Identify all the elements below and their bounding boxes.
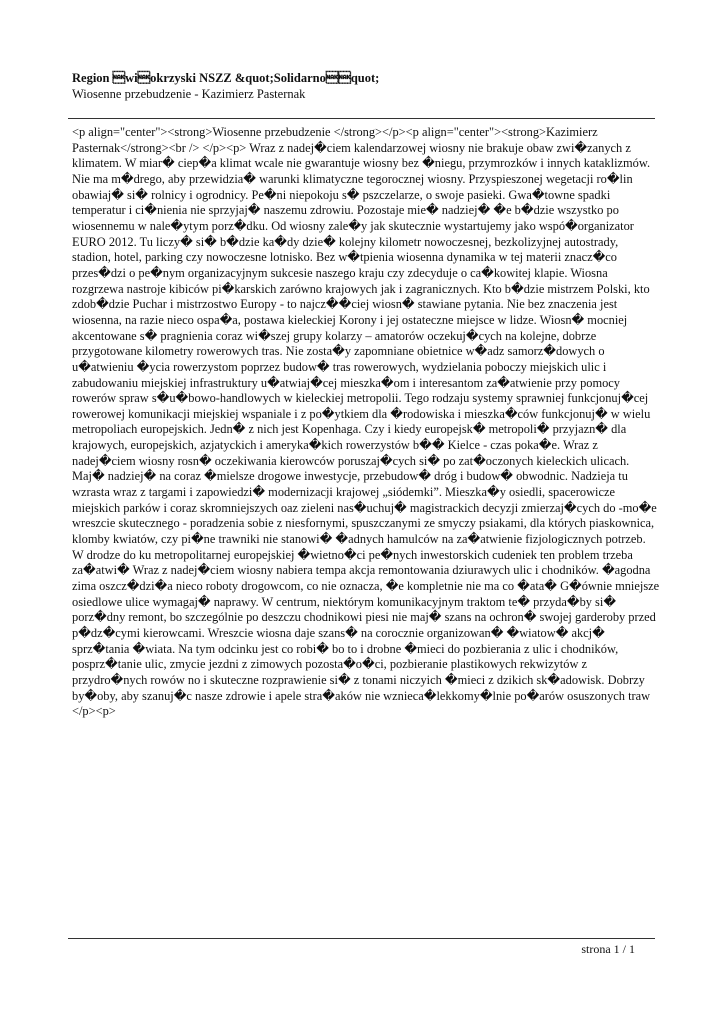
page-number: strona 1 / 1: [581, 942, 635, 956]
article-body: [72, 125, 660, 720]
document-header: [72, 70, 657, 102]
document-title: Region wiokrzyski NSZZ &quot;Solidarnoquot;: [72, 71, 380, 85]
footer-divider: [68, 938, 655, 939]
header-divider: [68, 118, 655, 119]
article-text: <p align="center"><strong>Wiosenne przebudzenie </strong></p><p align="center"><strong>Kazimierz Pasternak</strong><br /> </p><p> Wraz z nadej�ciem kalendarzowej wiosny nie brakuje obaw zwi�zanych z klimatem. W miar� ciep�a klimat wcale nie gwarantuje wiosny bez �niegu, przymrozków i innych kataklizmów. Nie ma m�drego, aby przewidzia� warunki klimatyczne tegorocznej wiosny. Przyspieszonej wegetacji ro�lin obawiaj� si� rolnicy i ogrodnicy. Pe�ni niepokoju s� pszczelarze, o swoje pasieki. Gwa�towne spadki temperatur i ci�nienia nie sprzyjaj� naszemu zdrowiu. Pozostaje mie� nadziej� �e b�dzie wszystko po wiosennemu w nale�ytym porz�dku. Od wiosny zale�y jak skutecznie wystartujemy jako wspó�organizator EURO 2012. Tu liczy� si� b�dzie ka�dy dzie� kolejny kilometr nowoczesnej, bezkolizyjnej autostrady, stadion, hotel, parking czy nowoczesne lotnisko. Bez w�tpienia wiosenna dynamika w tej materii znacz�co przes�dzi o pe�nym organizacyjnym sukcesie naszego kraju czy zdecyduje o ca�kowitej klapie. Wiosna rozgrzewa nastroje kibiców pi�karskich zarówno krajowych jak i zagranicznych. Kto b�dzie mistrzem Polski, kto zdob�dzie Puchar i mistrzostwo Europy - to najcz��ciej wiosn� stawiane pytania. Nie bez znaczenia jest wiosenna, na razie nieco ospa�a, postawa kieleckiej Korony i jej ostateczne miejsce w lidze. Wiosn� mocniej akcentowane s� pragnienia coraz wi�szej grupy kolarzy – amatorów oczekuj�cych na kolejne, dobrze przygotowane kilometry rowerowych tras. Nie zosta�y zapomniane obietnice w�adz samorz�dowych o u�atwieniu �ycia rowerzystom poprzez budow� tras rowerowych, wydzielania poboczy miejskich ulic i zabudowaniu miejskiej infrastruktury u�atwiaj�cej mieszka�om i interesantom za�atwienie przy pomocy rowerów spraw s�u�bowo-handlowych w kieleckiej metropolii. Tego rodzaju systemy sprawniej funkcjonuj�cej rowerowej komunikacji miejskiej wspaniale i z po�ytkiem dla �rodowiska i mieszka�ców funkcjonuj� w wielu metropoliach europejskich. Jedn� z nich jest Kopenhaga. Czy i kiedy europejsk� metropoli� przyjazn� dla krajowych, europejskich, azjatyckich i ameryka�kich rowerzystów b�� Kielce - czas poka�e. Wraz z nadej�ciem wiosny rosn� oczekiwania kierowców poruszaj�cych si� po zat�oczonych kieleckich ulicach. Maj� nadziej� na coraz �mielsze drogowe inwestycje, przebudow� dróg i budow� obwodnic. Nadzieja tu wzrasta wraz z targami i zapowiedzi� modernizacji krajowej „siódemki”. Mieszka�y osiedli, spacerowicze miejskich parków i coraz skromniejszych oaz zieleni nas�uchuj� magistrackich decyzji zmierzaj�cych do -mo�e wreszcie skutecznego - poradzenia sobie z niesfornymi, spuszczanymi ze smyczy psiakami, dla których piaskownica, klomby kwiatów, czy pi�ne trawniki nie stanowi� �adnych hamulców na za�atwienie fizjologicznych potrzeb. W drodze do ku metropolitarnej europejskiej �wietno�ci pe�nych inwestorskich cudeniek ten problem trzeba za�atwi� Wraz z nadej�ciem wiosny nabiera tempa akcja remontowania dziurawych ulic i chodników. �agodna zima oszcz�dzi�a nieco roboty drogowcom, co nie oznacza, �e kompletnie nie ma co �ata� G�ównie mniejsze osiedlowe ulice wymagaj� naprawy. W centrum, niektórym komunikacyjnym traktom te� przyda�by si� porz�dny remont, bo szczególnie po deszczu chodnikowi piesi nie maj� szans na ochron� swojej garderoby przed p�dz�cymi kierowcami. Wreszcie wiosna daje szans� na corocznie organizowan� �wiatow� akcj� sprz�tania �wiata. Na tym odcinku jest co robi� bo to i drobne �mieci do pozbierania z ulic i chodników, posprz�tanie ulic, zmycie jezdni z zimowych pozosta�o�ci, pozbieranie plastikowych rekwizytów z przydro�nych rowów no i skuteczne rozprawienie si� z tonami niczyich �mieci z dzikich sk�adowisk. Dobrzy by�oby, aby szanuj�c nasze zdrowie i apele stra�aków nie wznieca�lekkomy�lnie po�arów osuszonych traw </p><p>: [72, 125, 660, 719]
document-subtitle: Wiosenne przebudzenie - Kazimierz Pasternak: [72, 87, 306, 101]
